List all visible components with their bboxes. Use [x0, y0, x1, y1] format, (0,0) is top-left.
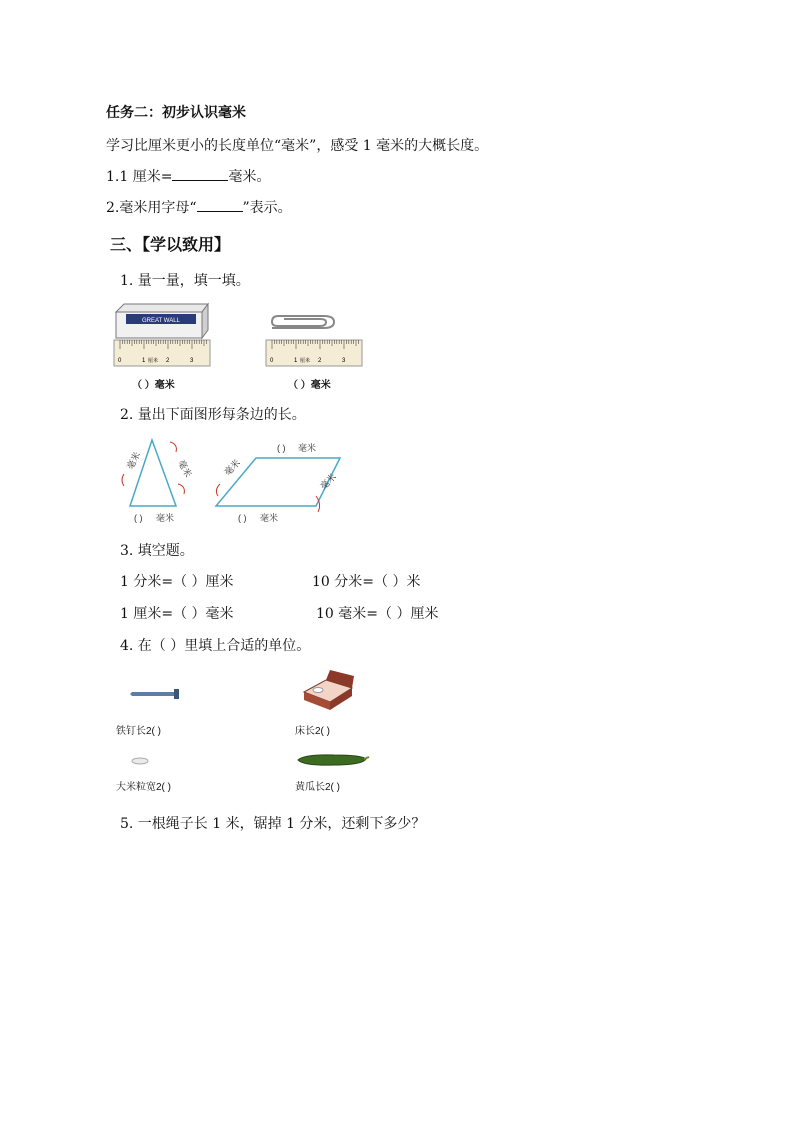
q2-answer-blank[interactable]: [197, 197, 243, 212]
triangle-left-paren: [122, 474, 124, 486]
eraser-brand: GREAT WALL: [142, 318, 180, 324]
para-right-unit: 毫米: [318, 471, 339, 492]
cucumber-label: 黄瓜长2( ): [295, 782, 340, 793]
para-top-paren: ( ): [277, 443, 286, 453]
task2-question-1: [106, 166, 270, 186]
triangle-bottom-unit: 毫米: [156, 513, 175, 523]
para-left-paren: [216, 484, 220, 496]
triangle-shape: [130, 440, 176, 506]
ex3-row2-right: 10 毫米=（ ）厘米: [316, 606, 439, 622]
para-bottom-paren: ( ): [238, 513, 247, 523]
para-top-unit: 毫米: [298, 443, 317, 453]
rice-label: 大米粒宽2( ): [116, 782, 171, 793]
ruler-mark-3: 3: [190, 358, 194, 364]
ruler: [114, 340, 210, 366]
ruler-mark-2: 2: [166, 358, 170, 364]
ruler-mark-2: 2: [318, 358, 322, 364]
ex4-title: 4. 在（ ）里填上合适的单位。: [120, 638, 311, 654]
ex3-row2-left: 1 厘米=（ ）毫米: [120, 606, 234, 622]
ex1-title: 1. 量一量，填一填。: [120, 273, 250, 289]
ruler-mark-1: 1: [142, 358, 146, 364]
bed-image: [300, 666, 356, 710]
eraser-image: [116, 304, 208, 338]
q1-answer-blank[interactable]: [172, 166, 228, 181]
ruler: [266, 340, 362, 366]
ex5-title: 5. 一根绳子长 1 米，锯掉 1 分米，还剩下多少？: [120, 816, 426, 832]
para-left-unit: 毫米: [222, 457, 243, 478]
nail-image: [130, 688, 184, 700]
eraser-caption: （ ）毫米: [132, 380, 175, 391]
q1-left-text: 1.1 厘米=: [106, 169, 173, 185]
triangle-right-paren-2: [178, 484, 184, 494]
ruler-mark-0: 0: [118, 358, 122, 364]
task2-question-2: [106, 197, 292, 217]
q2-right-text: ”表示。: [242, 200, 292, 216]
cucumber-image: [294, 752, 370, 768]
triangle-left-unit: 毫米: [124, 450, 143, 471]
ruler-unit: 厘米: [148, 358, 159, 364]
nail-label: 铁钉长2( ): [116, 726, 161, 737]
ruler-mark-0: 0: [270, 358, 274, 364]
section3-title: 三、【学以致用】: [110, 235, 231, 254]
q2-left-text: 2.毫米用字母“: [106, 200, 197, 216]
shapes-figure: [112, 432, 352, 532]
ex3-title: 3. 填空题。: [120, 543, 194, 559]
clip-ruler-figure: [264, 300, 364, 368]
q1-right-text: 毫米。: [228, 169, 271, 185]
bed-label: 床长2( ): [295, 726, 330, 737]
eraser-ruler-figure: [112, 296, 212, 368]
triangle-bottom-paren: ( ): [134, 513, 143, 523]
task2-intro: 学习比厘米更小的长度单位“毫米”，感受 1 毫米的大概长度。: [106, 138, 489, 154]
ruler-mark-1: 1: [294, 358, 298, 364]
clip-caption: （ ）毫米: [288, 380, 331, 391]
ruler-unit: 厘米: [300, 358, 311, 364]
triangle-right-unit: 毫米: [176, 458, 194, 479]
paperclip-image: [272, 316, 334, 328]
task2-title: 任务二：初步认识毫米: [106, 105, 246, 121]
para-bottom-unit: 毫米: [260, 513, 279, 523]
ex3-row1-right: 10 分米=（ ）米: [312, 574, 421, 590]
rice-image: [130, 756, 150, 766]
ex3-row1-left: 1 分米=（ ）厘米: [120, 574, 234, 590]
ruler-mark-3: 3: [342, 358, 346, 364]
ex2-title: 2. 量出下面图形每条边的长。: [120, 407, 306, 423]
triangle-right-paren: [170, 442, 176, 452]
